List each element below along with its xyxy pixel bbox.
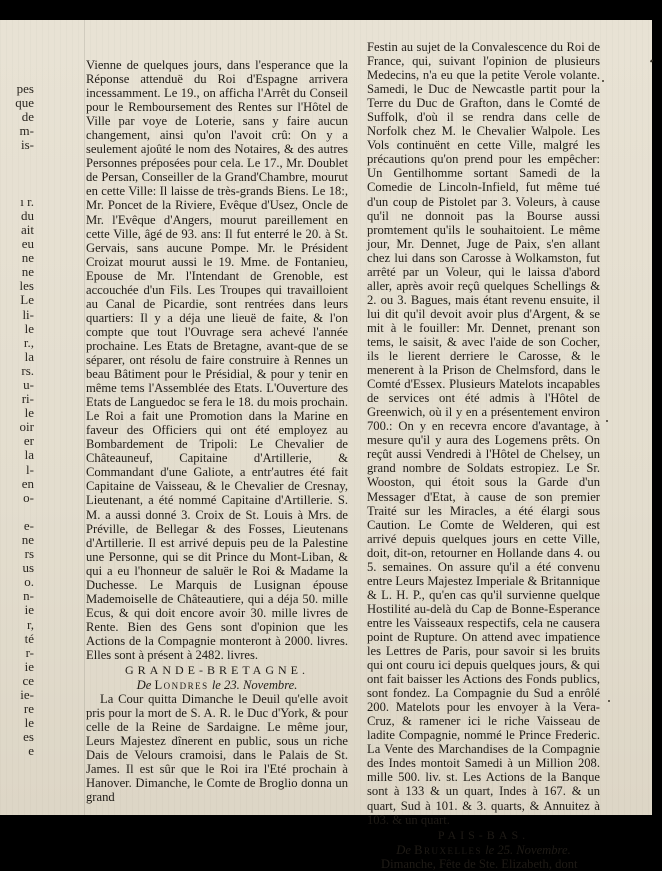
dateline-city: Bruxelles (414, 842, 482, 857)
margin-fragment: le (24, 716, 34, 731)
section-heading-pais-bas: PAIS-BAS. (437, 827, 530, 842)
margin-fragment: o. (24, 575, 34, 590)
left-margin-fragments (0, 82, 34, 759)
right-paragraph-1: Festin au sujet de la Convalescence du Roi de France, qui, suivant l'opinion de plusieurs Medecins, n'a eu que la petite Verole volante. Samedi, le Duc de Newcastle partit pour la Terre du Duc de Grafton, dans le Comté de Suffolk, d'où il se rendra dans celle de Norfolk chez M. le Chevalier Walpole. Les Vols continuënt en cette Ville, malgré les précautions qu'on prend pour les empêcher: Un Gentilhomme sortant Samedi de la Comedie de Lincoln-Infield, fut même tué d'un coup de Pistolet par 3. Voleurs, à cause qu'il ne donnoit pas la Bourse aussi promtement qu'ils le souhaitoient. Le même jour, Mr. Dennet, Juge de Paix, s'en allant chez lui dans son Carosse à Wolkamston, fut arrêté par un Voleur, qui le laissa d'abord aller, après avoir reçû quelques Schellings & 2. ou 3. Bagues, mais étant revenu ensuite, il lui dit qu'il devoit avoir plus d'Argent, & se mit à le fouiller: Mr. Dennet, prenant son tems, le saisit, & avec l'aide de son Cocher, ils le lierent derriere le Carosse, & le menerent à la Prison de Chelmsford, dans le Comté d'Essex. Plusieurs Matelots incapables de services ont été admis à l'Hôtel de Greenwich, où il y en a présentement environ 700.: On y en recevra encore d'avantage, à mesure qu'il y aura des Logemens prêts. On reçût aussi Vendredi à l'Hôtel de Chelsey, un grand nombre de Soldats estropiez. Le Sr. Wooston, qui étoit sous la Garde d'un Messager d'Etat, à cause de son premier Traité sur les Miracles, a été élargi sous Caution. Le Comte de Welderen, qui est arrivé depuis quelques jours en cette Ville, doit, dit-on, retourner en Hollande dans 4. ou 5. semaines. On assure qu'il a été convenu entre Leurs Majestez Imperiale & Britannique & L. H. P., qu'en cas qu'il survienne quelque Hostilité au-delà du Cap de Bonne-Esperance entre les Vaisseaux respectifs, cela ne causera point de Rupture. On attend avec impatience les Lettres de Paris, pour savoir si les bruits qui ont couru ici depuis quelques jours, & qui ont fait baisser les Actions des Fonds publics, sont fondez. La Compagnie du Sud a enrôlé 200. Matelots pour les envoyer à la Vera-Cruz, & ramener ici le riche Vaisseau de ladite Compagnie, nommé le Prince Frederic. La Vente des Marchandises de la Compagnie des Indes montoit Samedi à un Million 208. mille 500. liv. st. Les Actions de la Banque sont à 133 & un quart, Indes à 167. & un quart, Sud à 101. & 3. quarts, & Annuitez à 103. & un quart. (367, 40, 600, 827)
margin-fragment: e- (23, 518, 34, 533)
margin-fragment: m- (19, 124, 34, 139)
dateline-city: Londres (154, 678, 209, 693)
margin-fragment: ie- (20, 688, 34, 703)
dateline-prefix: De (136, 678, 152, 693)
dateline-bruxelles (367, 843, 600, 857)
margin-fragment (0, 181, 34, 195)
margin-fragment: ce (22, 673, 34, 688)
margin-fragment: es (23, 730, 34, 745)
margin-fragment (0, 152, 34, 166)
margin-fragment: en (21, 476, 34, 491)
margin-fragment: ie (24, 603, 34, 618)
margin-fragment: ie (24, 659, 34, 674)
dateline-londres (86, 678, 348, 692)
right-column (367, 40, 600, 871)
margin-fragment: ait (21, 222, 34, 237)
margin-fragment: re (23, 702, 34, 717)
margin-fragment: ri- (21, 392, 34, 407)
margin-fragment: le (24, 406, 34, 421)
margin-fragment: li- (22, 307, 34, 322)
margin-fragment: n- (23, 589, 34, 604)
left-column (86, 58, 348, 804)
margin-fragment: Le (20, 293, 34, 308)
margin-fragment: que (15, 96, 34, 111)
dateline-date: le 23. Novembre. (211, 678, 298, 693)
margin-fragment: du (21, 208, 34, 223)
margin-fragment: ne (21, 265, 34, 280)
paper-speck (606, 420, 608, 422)
margin-fragment: le (24, 321, 34, 336)
margin-fragment: la (24, 448, 34, 463)
margin-fragment: r, (26, 617, 34, 632)
left-paragraph-1: Vienne de quelques jours, dans l'esperance que la Réponse attenduë du Roi d'Espagne arrivera incessamment. Le 19., on afficha l'Arrêt du Conseil pour le Remboursement des Rentes sur l'Hôtel de Ville par voye de Loterie, sans y faire aucun changement, ainsi qu'on l'avoit crû: On y a seulement ajoûté le nom des Notaires, & des autres Personnes préposées pour cela. Le 17., Mr. Doublet de Persan, Conseiller de la Grand'Chambre, mourut en cette Ville: Il laisse de très-grands Biens. Le 18:, Mr. Poncet de la Riviere, Evêque d'Usez, Oncle de Mr. l'Evêque d'Angers, mourut pareillement en cette Ville, âgé de 93. ans: Il fut enterré le 20. à St. Gervais, sans aucune Pompe. Mr. le Président Croizat mourut aussi le 19. Mme. de Fontanieu, Epouse de Mr. l'Intendant de Grenoble, est accouchée d'un Fils. Les Troupes qui travailloient au Canal de Picardie, sont rentrées dans leurs quartiers: Il y a déja une lieuë de faite, & l'on compte que tout l'Ouvrage sera achevé l'année prochaine. Les Etats de Bretagne, avant-que de se séparer, ont résolu de faire construire à Rennes un beau Bâtiment pour le Présidial, & pour y tenir en même tems l'Assemblée des Etats. L'Ouverture des Etats de Languedoc se fera le 18. du mois prochain. Le Roi a fait une Promotion dans la Marine en faveur des Officiers qui ont été employez au Bombardement de Tripoli: Le Chevalier de Châteauneuf, Capitaine d'Artillerie, & Commandant d'une Galiote, a entr'autres été fait Capitaine de Vaisseau, & le Chevalier de Cresnay, Lieutenant, a été nommé Capitaine d'Artillerie. S. M. a aussi donné 3. Croix de St. Louis à Mrs. de Préville, de Bellegar & des Fosses, Lieutenans d'Artillerie. Il est arrivé depuis peu de la Palestine une Personne, qui se dit Prince du Mont-Liban, & qui a eu l'honneur de saluër le Roi & Madame la Duchesse. Le Marquis de Lusignan épouse Mademoiselle de Châteautiere, qui a déja 50. mille Ecus, & qui doit encore avoir 30. mille livres de Rente. Bien des Gens sont d'opinion que les Actions de la Compagnie monteront à 2000. livres. Elles sont à présent à 2482. livres. (86, 58, 348, 662)
margin-fragment: us (22, 561, 34, 576)
margin-fragment: er (23, 434, 34, 449)
dateline-date: le 25. Novembre. (485, 842, 571, 857)
margin-fragment: de (21, 110, 34, 125)
margin-fragment (0, 505, 34, 519)
margin-fragment: ne (21, 533, 34, 547)
margin-fragment: eu (21, 237, 34, 252)
margin-fragment: ı r. (20, 194, 34, 209)
margin-fragment: té (24, 631, 34, 646)
section-heading-grande-bretagne: GRANDE-BRETAGNE. (124, 663, 310, 678)
margin-fragment: u- (23, 377, 34, 392)
margin-fragment: les (19, 279, 34, 294)
page-fold-line (84, 20, 85, 815)
margin-fragment: rs (24, 547, 34, 562)
paper-speck (650, 59, 654, 62)
margin-fragment: is- (21, 138, 34, 153)
left-paragraph-2: La Cour quitta Dimanche le Deuil qu'elle avoit pris pour la mort de S. A. R. le Duc d'York, & pour celle de la Reine de Sardaigne. Le même jour, Leurs Majestez dînerent en public, sous un riche Dais de Velours cramoisi, dans le Palais de St. James. Il est sûr que le Roi ira l'Eté prochain à Hanover. Dimanche, le Comte de Broglio donna un grand (86, 692, 348, 805)
margin-fragment: r- (25, 645, 34, 660)
margin-fragment: o- (23, 490, 34, 505)
right-paragraph-2: Dimanche, Fête de Ste. Elizabeth, dont (381, 856, 578, 871)
margin-fragment: rs. (21, 363, 34, 378)
paper-speck (608, 700, 610, 702)
margin-fragment: ne (21, 251, 34, 266)
margin-fragment: oir (19, 420, 34, 435)
paper-speck (602, 80, 604, 82)
dateline-prefix: De (396, 842, 411, 857)
margin-fragment: e (28, 744, 34, 759)
margin-fragment: pes (16, 82, 34, 96)
margin-fragment: r., (23, 335, 34, 350)
margin-fragment (0, 167, 34, 181)
margin-fragment: la (24, 349, 34, 364)
margin-fragment: l- (26, 462, 34, 477)
